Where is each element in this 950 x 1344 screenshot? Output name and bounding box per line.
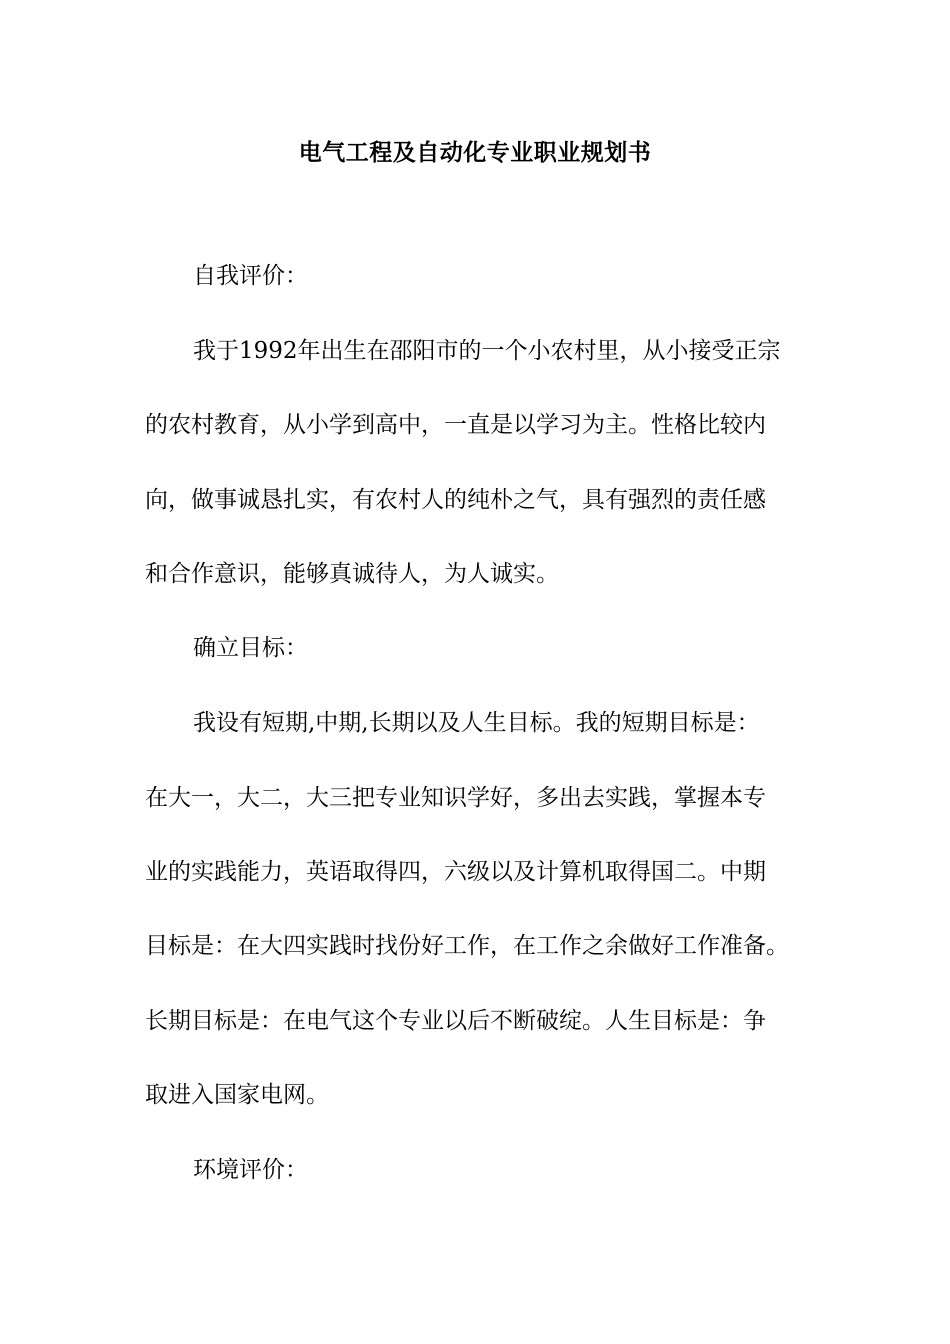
paragraph-line: 向，做事诚恳扎实，有农村人的纯朴之气，具有强烈的责任感 — [145, 487, 766, 513]
paragraph-line: 和合作意识，能够真诚待人，为人诚实。 — [145, 561, 559, 587]
heading-environment-evaluation: 环境评价： — [193, 1157, 308, 1183]
document-title: 电气工程及自动化专业职业规划书 — [298, 139, 652, 166]
paragraph-line: 我于1992年出生在邵阳市的一个小农村里，从小接受正宗 — [193, 338, 781, 364]
paragraph-line: 长期目标是：在电气这个专业以后不断破绽。人生目标是：争 — [145, 1008, 766, 1034]
paragraph-line: 目标是：在大四实践时找份好工作，在工作之余做好工作准备。 — [145, 933, 789, 959]
heading-set-goals: 确立目标： — [193, 635, 308, 661]
paragraph-line: 业的实践能力，英语取得四，六级以及计算机取得国二。中期 — [145, 859, 766, 885]
heading-self-evaluation: 自我评价： — [193, 263, 308, 289]
paragraph-line: 取进入国家电网。 — [145, 1082, 329, 1108]
paragraph-line: 在大一，大二，大三把专业知识学好，多出去实践，掌握本专 — [145, 785, 766, 811]
paragraph-line: 我设有短期,中期,长期以及人生目标。我的短期目标是： — [193, 710, 760, 736]
paragraph-line: 的农村教育，从小学到高中，一直是以学习为主。性格比较内 — [145, 412, 766, 438]
